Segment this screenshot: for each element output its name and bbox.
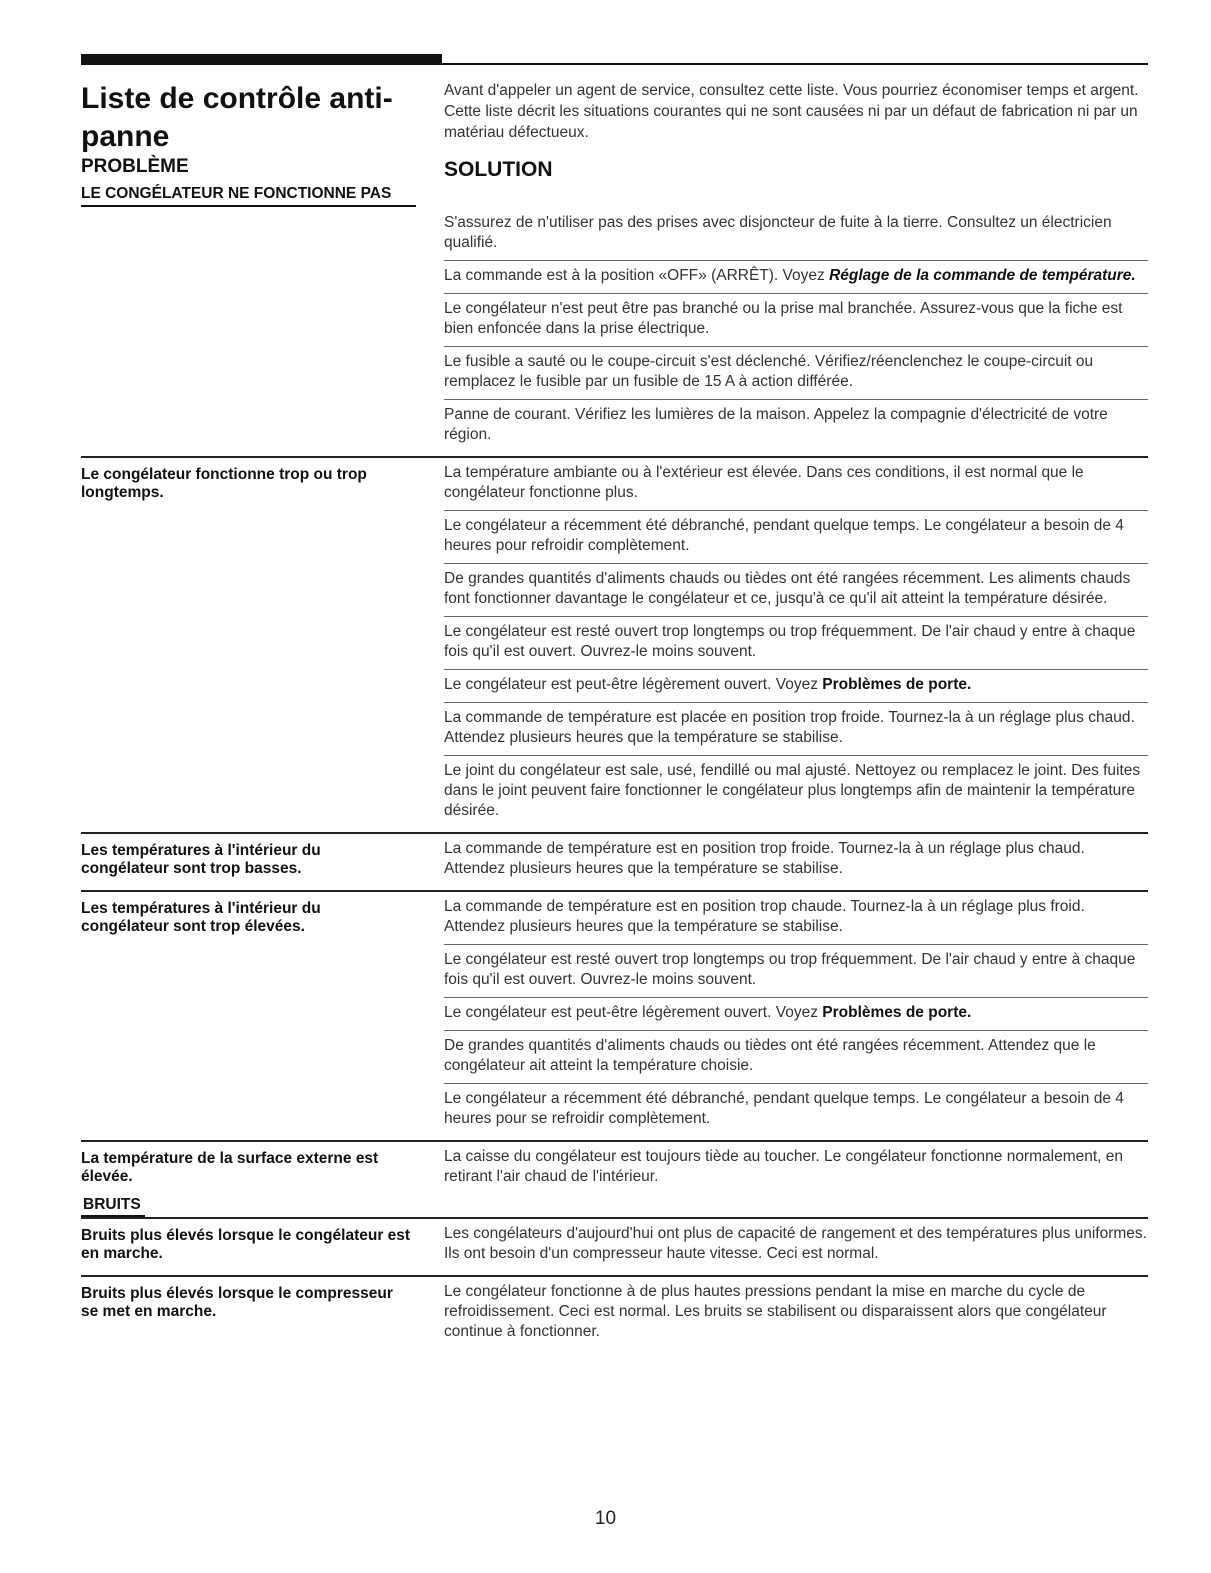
solution-item: Le congélateur a récemment été débranché, pendant quelque temps. Le congélateur a besoin de 4 heures pour se refroidir complètement.	[444, 1083, 1148, 1136]
probleme-heading: PROBLÈME	[81, 156, 189, 177]
solution-item	[444, 997, 1148, 1030]
intro-paragraph: Avant d'appeler un agent de service, consultez cette liste. Vous pourriez économiser temps et argent. Cette liste décrit les situations courantes qui ne sont causées ni par un défaut de fabrication ni par un matériau défectueux.	[444, 82, 1139, 141]
page-title: Liste de contrôle anti-panne	[81, 82, 393, 153]
cross-reference: Problèmes de porte.	[822, 1004, 972, 1021]
solution-item	[444, 669, 1148, 702]
solution-list	[444, 1219, 1148, 1271]
problem-group-too-cold	[81, 832, 1148, 886]
solution-item: Les congélateurs d'aujourd'hui ont plus de capacité de rangement et des températures plus uniformes. Ils ont besoin d'un compresseur haute vitesse. Ceci est normal.	[444, 1225, 1147, 1262]
solution-item: La commande de température est placée en position trop froide. Tournez-la à un réglage plus chaud. Attendez plusieurs heures que la température se stabilise.	[444, 702, 1148, 755]
problem-group-surface-warm	[81, 1140, 1148, 1194]
solution-list	[444, 1142, 1148, 1194]
solution-item: La température ambiante ou à l'extérieur est élevée. Dans ces conditions, il est normal que le congélateur fonctionne plus.	[444, 464, 1084, 501]
header-rule-thick	[81, 54, 442, 65]
category-heading-noises: BRUITS	[81, 1194, 145, 1217]
solution-list	[444, 892, 1148, 1136]
problem-group-noise-compressor	[81, 1275, 1148, 1349]
solution-item: De grandes quantités d'aliments chauds ou tièdes ont été rangées récemment. Attendez que le congélateur ait atteint la température choisie.	[444, 1030, 1148, 1083]
solution-heading: SOLUTION	[444, 158, 553, 181]
category-underline	[81, 205, 416, 207]
solution-item: La commande de température est en position trop froide. Tournez-la à un réglage plus chaud. Attendez plusieurs heures que la température se stabilise.	[444, 840, 1085, 877]
problem-label: Les températures à l'intérieur du congélateur sont trop élevées.	[81, 900, 321, 935]
solution-item	[444, 260, 1148, 293]
solution-list	[444, 1277, 1148, 1349]
problem-label: Bruits plus élevés lorsque le congélateur est en marche.	[81, 1227, 411, 1262]
page-number: 10	[594, 1508, 617, 1529]
solution-text: Le congélateur est peut-être légèrement ouvert. Voyez	[444, 676, 823, 693]
solution-text: Le congélateur est peut-être légèrement ouvert. Voyez	[444, 1004, 823, 1021]
cross-reference: Problèmes de porte.	[822, 676, 972, 693]
solution-item: De grandes quantités d'aliments chauds ou tièdes ont été rangées récemment. Les aliments chauds font fonctionner davantage le congélateur et ce, jusqu'à ce qu'il ait atteint la température désirée.	[444, 563, 1148, 616]
problem-label: Bruits plus élevés lorsque le compresseur se met en marche.	[81, 1285, 393, 1320]
problem-group-noise-running	[81, 1219, 1148, 1271]
header-rule-thin	[442, 63, 1148, 65]
solution-item: Le congélateur n'est peut être pas branché ou la prise mal branchée. Assurez-vous que la fiche est bien enfoncée dans la prise électrique.	[444, 293, 1148, 346]
problem-label	[81, 208, 411, 452]
troubleshooting-table	[81, 208, 1148, 1349]
problem-label: Le congélateur fonctionne trop ou trop longtemps.	[81, 466, 367, 501]
solution-item: Le congélateur est resté ouvert trop longtemps ou trop fréquemment. De l'air chaud y entre à chaque fois qu'il est ouvert. Ouvrez-le moins souvent.	[444, 944, 1148, 997]
solution-item: Le congélateur a récemment été débranché, pendant quelque temps. Le congélateur a besoin de 4 heures pour refroidir complètement.	[444, 510, 1148, 563]
solution-list	[444, 834, 1148, 886]
solution-list	[444, 458, 1148, 828]
solution-text: La commande est à la position «OFF» (ARRÊT). Voyez	[444, 267, 830, 284]
category-heading-no-run: LE CONGÉLATEUR NE FONCTIONNE PAS	[81, 185, 392, 202]
solution-item: La caisse du congélateur est toujours tiède au toucher. Le congélateur fonctionne normalement, en retirant l'air chaud de l'intérieur.	[444, 1148, 1124, 1185]
solution-item: Panne de courant. Vérifiez les lumières de la maison. Appelez la compagnie d'électricité de votre région.	[444, 399, 1148, 452]
solution-item: Le congélateur est resté ouvert trop longtemps ou trop fréquemment. De l'air chaud y entre à chaque fois qu'il est ouvert. Ouvrez-le moins souvent.	[444, 616, 1148, 669]
solution-item: La commande de température est en position trop chaude. Tournez-la à un réglage plus froid. Attendez plusieurs heures que la température se stabilise.	[444, 898, 1085, 935]
solution-list	[444, 208, 1148, 452]
problem-label: Les températures à l'intérieur du congélateur sont trop basses.	[81, 842, 321, 877]
problem-label: La température de la surface externe est élevée.	[81, 1150, 379, 1185]
cross-reference: Réglage de la commande de température.	[829, 267, 1136, 284]
solution-item: Le joint du congélateur est sale, usé, fendillé ou mal ajusté. Nettoyez ou remplacez le joint. Des fuites dans le joint peuvent faire fonctionner le congélateur plus longtemps afin de maintenir la température désirée.	[444, 755, 1148, 828]
problem-group-runs-too-long	[81, 456, 1148, 828]
solution-item: S'assurez de n'utiliser pas des prises avec disjoncteur de fuite à la tierre. Consultez un électricien qualifié.	[444, 214, 1112, 251]
solution-item: Le congélateur fonctionne à de plus hautes pressions pendant la mise en marche du cycle de refroidissement. Ceci est normal. Les bruits se stabilisent ou disparaissent alors que congélateur continue à fonctionner.	[444, 1283, 1107, 1340]
problem-group-too-warm	[81, 890, 1148, 1136]
solution-item: Le fusible a sauté ou le coupe-circuit s'est déclenché. Vérifiez/réenclenchez le coupe-circuit ou remplacez le fusible par un fusible de 15 A à action différée.	[444, 346, 1148, 399]
problem-group-not-running	[81, 208, 1148, 452]
